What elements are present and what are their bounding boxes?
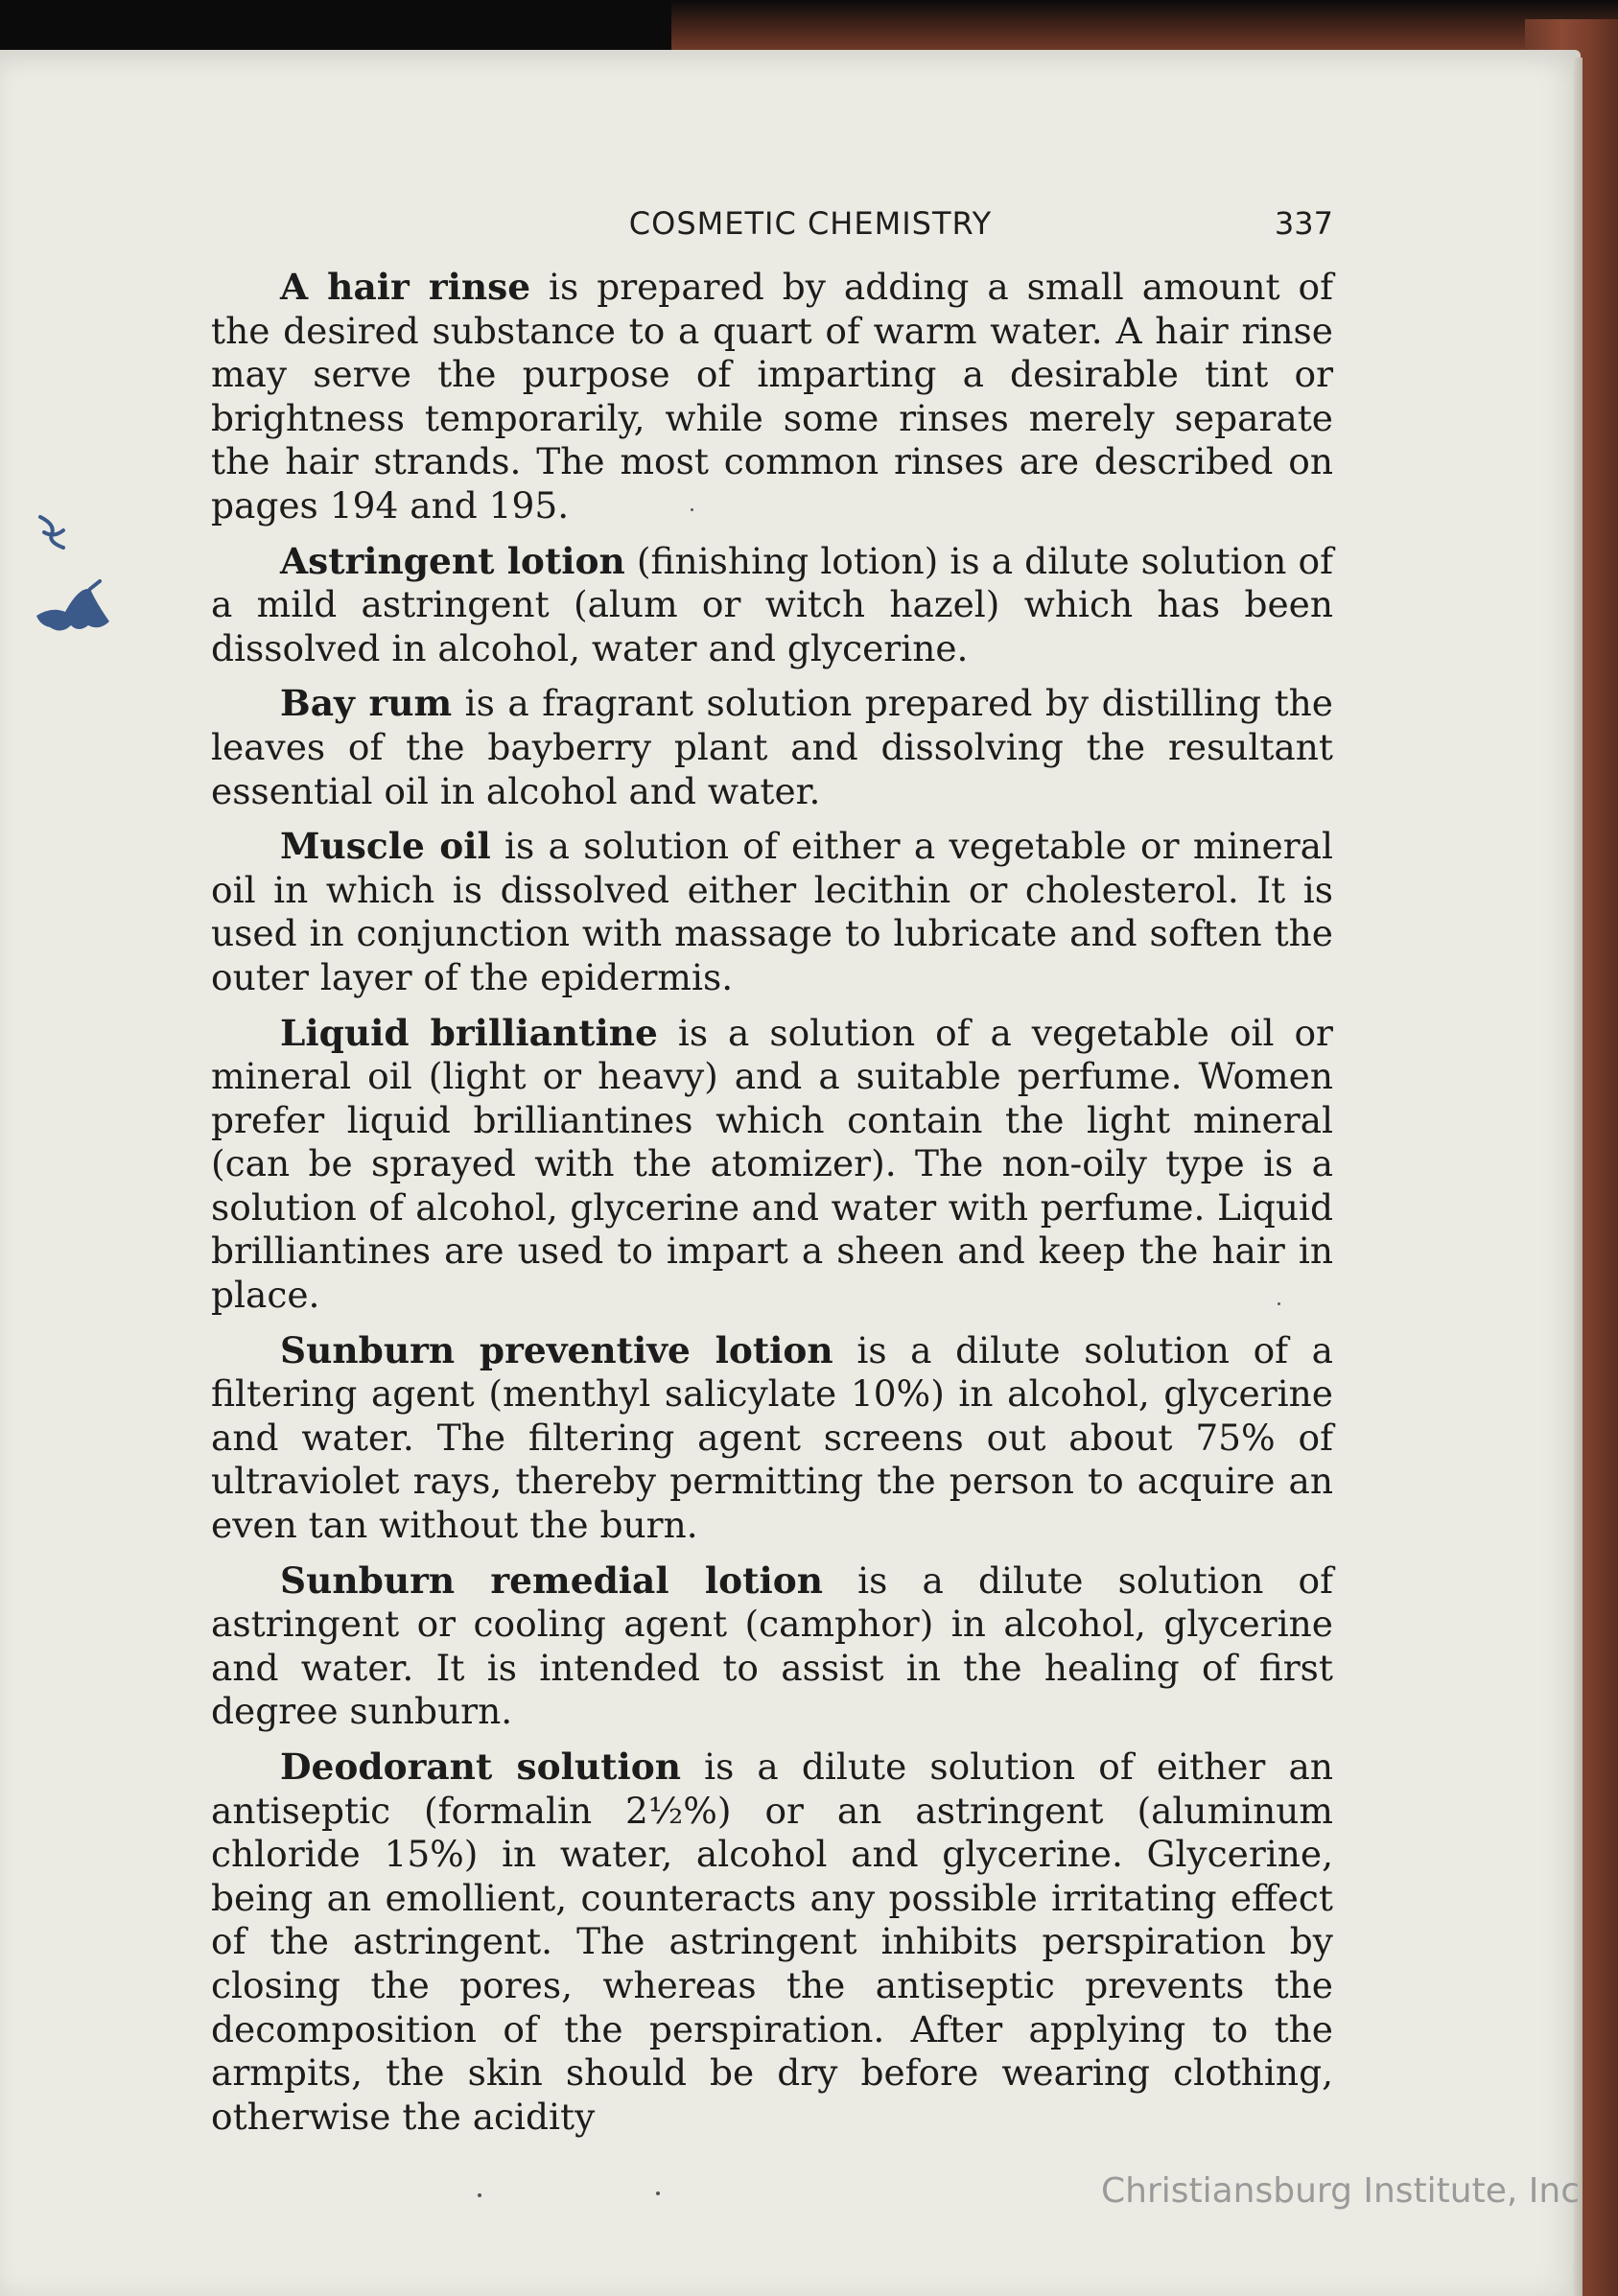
paper-speck bbox=[691, 508, 693, 511]
definition: is a dilute solution of astringent or cooling agent (camphor) in alcohol, glycerine and water. It is intended to assist in the healing of first degree sunburn. bbox=[211, 1558, 1333, 1733]
term: Deodorant solution bbox=[280, 1745, 681, 1788]
book-cover-top bbox=[671, 0, 1618, 58]
definition: is prepared by adding a small amount of the desired substance to a quart of warm water. A hair rinse may serve the purpose of imparting a desirable tint or brightness temporarily, while some rinses merely separate the hair strands. The most common rinses are described on pages 194 and 195. bbox=[211, 266, 1333, 527]
paper-speck bbox=[656, 2191, 660, 2195]
definition: is a fragrant solution prepared by distilling the leaves of the bayberry plant and dissolving the resultant essential oil in alcohol and water. bbox=[211, 682, 1333, 812]
paragraph-hair-rinse bbox=[211, 266, 1333, 528]
paper-speck bbox=[1278, 1302, 1280, 1305]
body-text bbox=[211, 266, 1333, 2150]
paragraph-astringent-lotion bbox=[211, 540, 1333, 671]
paragraph-sunburn-preventive bbox=[211, 1329, 1333, 1548]
handwritten-mark-icon bbox=[35, 513, 73, 561]
paragraph-bay-rum bbox=[211, 682, 1333, 813]
page-number: 337 bbox=[1274, 205, 1333, 242]
paragraph-muscle-oil bbox=[211, 825, 1333, 999]
term: Sunburn preventive lotion bbox=[280, 1328, 833, 1371]
term: A hair rinse bbox=[280, 266, 531, 308]
paragraph-liquid-brilliantine bbox=[211, 1012, 1333, 1318]
term: Liquid brilliantine bbox=[280, 1011, 658, 1054]
term: Muscle oil bbox=[280, 825, 491, 868]
definition: is a dilute solution of either an antiseptic (formalin 2½%) or an astringent (aluminum chloride 15%) in water, alcohol and glycerine. Glycerine, being an emollient, counteracts any possible irritating effect of the astringent. The astringent inhibits perspiration by closing the pores, whereas the antiseptic prevents the decomposition of the perspiration. After applying to the armpits, the skin should be dry before wearing clothing, otherwise the acidity bbox=[211, 1745, 1333, 2138]
definition: is a solution of either a vegetable or mineral oil in which is dissolved either lecithin or cholesterol. It is used in conjunction with massage to lubricate and soften the outer layer of the epidermis. bbox=[211, 825, 1333, 998]
term: Bay rum bbox=[280, 682, 453, 725]
definition: (finishing lotion) is a dilute solution of a mild astringent (alum or witch hazel) which has been dissolved in alcohol, water and glycerine. bbox=[211, 539, 1333, 669]
paragraph-sunburn-remedial bbox=[211, 1559, 1333, 1734]
definition: is a dilute solution of a filtering agent (menthyl salicylate 10%) in alcohol, glycerine and water. The filtering agent screens out about 75% of ultraviolet rays, thereby permitting the person to acquire an even tan without the burn. bbox=[211, 1328, 1334, 1547]
running-header bbox=[211, 201, 1333, 249]
watermark: Christiansburg Institute, Inc bbox=[1100, 2171, 1580, 2211]
term: Sunburn remedial lotion bbox=[280, 1558, 823, 1602]
page-edge bbox=[1573, 58, 1583, 2296]
paper-speck bbox=[478, 2193, 481, 2197]
term: Astringent lotion bbox=[280, 539, 625, 582]
definition: is a solution of a vegetable oil or mineral oil (light or heavy) and a suitable perfume. Women prefer liquid brilliantines which contain the light mineral (can be sprayed with the atomizer). The non-oily type is a solution of alcohol, glycerine and water with perfume. Liquid brilliantines are used to impart a sheen and keep the hair in place. bbox=[211, 1011, 1333, 1317]
paragraph-deodorant-solution bbox=[211, 1745, 1333, 2139]
handwritten-scribble-icon bbox=[33, 577, 115, 637]
header-title: COSMETIC CHEMISTRY bbox=[628, 205, 993, 242]
